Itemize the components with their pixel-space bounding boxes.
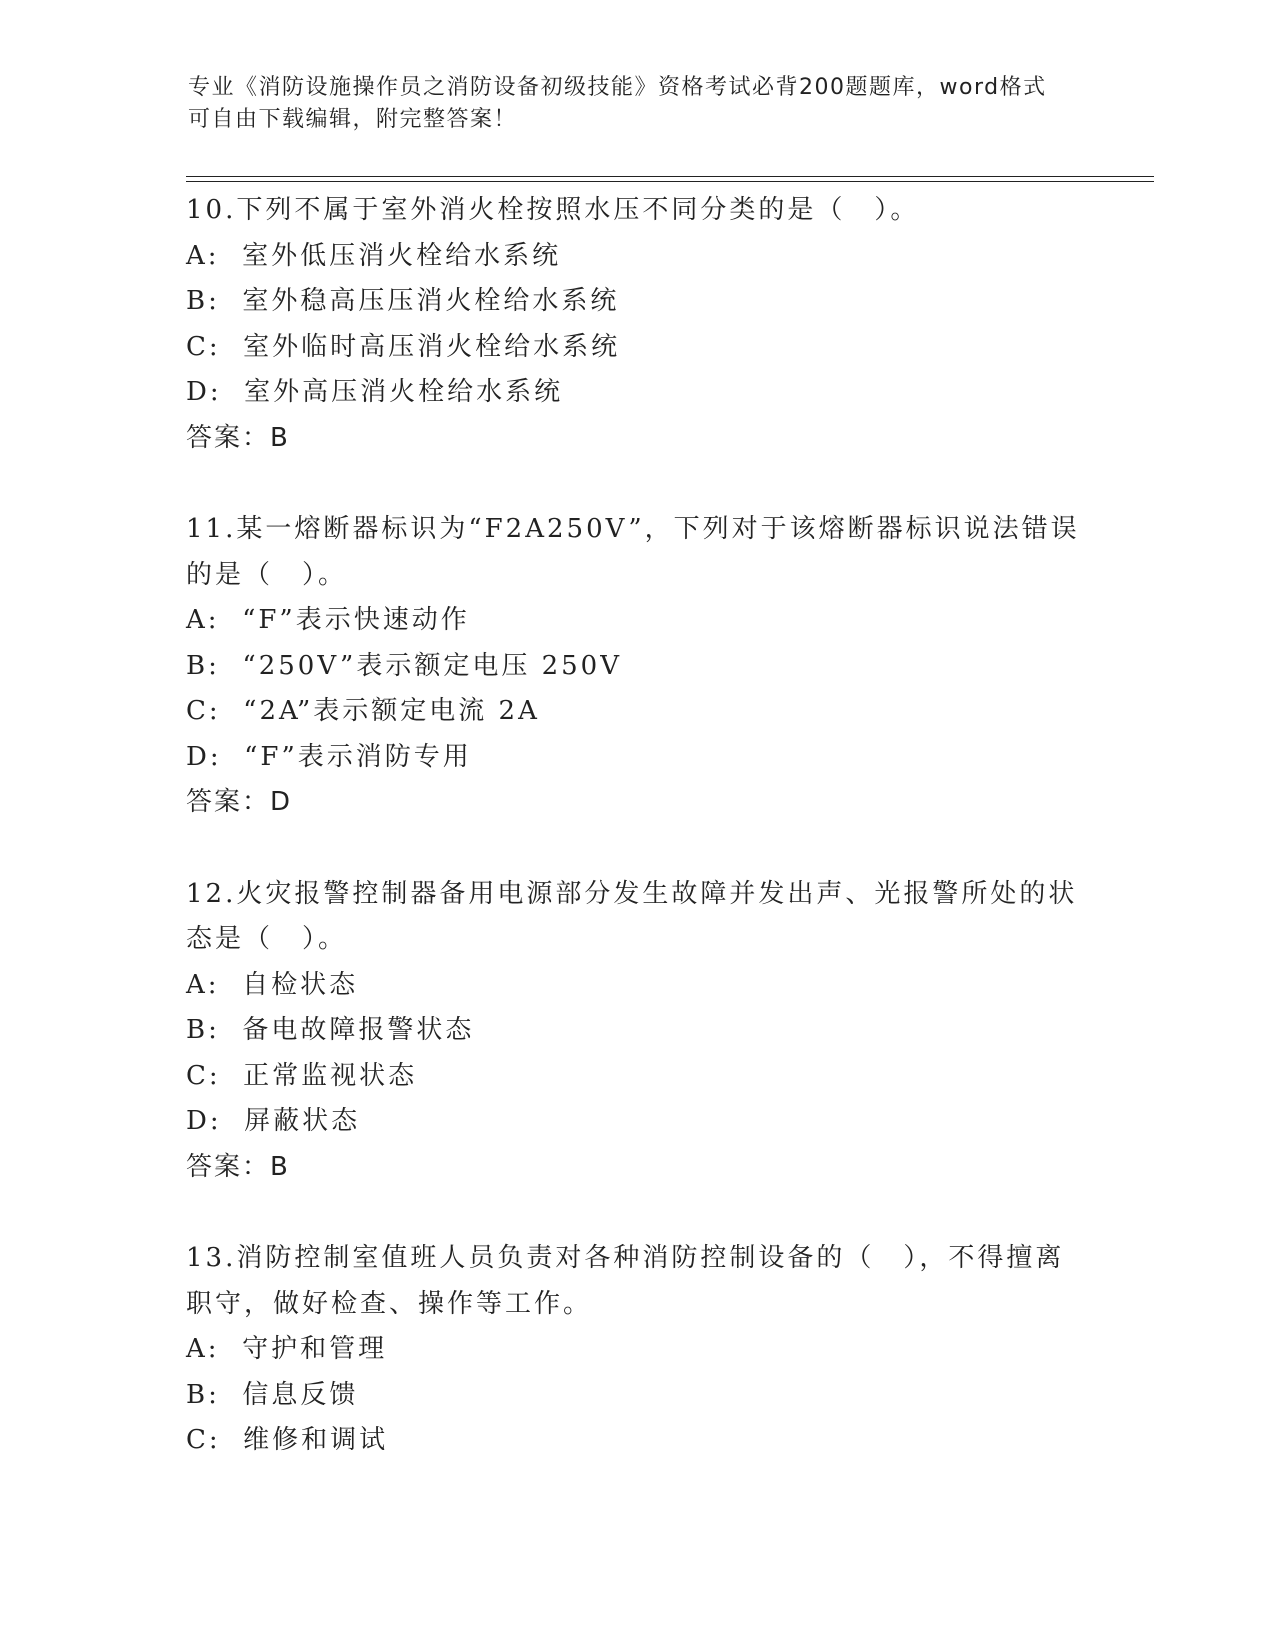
question-12 (186, 872, 1086, 1191)
question-10 (186, 188, 1086, 461)
option-b: B: “250V”表示额定电压 250V (186, 650, 623, 681)
option-d: D: “F”表示消防专用 (186, 741, 472, 772)
question-stem: 12.火灾报警控制器备用电源部分发生故障并发出声、光报警所处的状 (186, 878, 1078, 909)
answer-line: 答案：B (186, 422, 290, 453)
option-b: B: 备电故障报警状态 (186, 1015, 475, 1045)
option-d: D: 屏蔽状态 (186, 1106, 361, 1136)
header-divider-top (186, 176, 1154, 177)
question-stem-continued: 职守，做好检查、操作等工作。 (186, 1288, 593, 1319)
question-stem: 11.某一熔断器标识为“F2A250V”，下列对于该熔断器标识说法错误 (186, 514, 1080, 544)
document-header: 专业《消防设施操作员之消防设备初级技能》资格考试必背200题题库，word格式可自由下载编辑，附完整答案！ (188, 75, 1047, 132)
option-b: B: 信息反馈 (186, 1379, 359, 1410)
question-stem: 10.下列不属于室外消火栓按照水压不同分类的是（ ）。 (186, 195, 920, 225)
option-d: D: 室外高压消火栓给水系统 (186, 377, 564, 407)
answer-line: 答案：B (186, 1151, 290, 1182)
option-c: C: 室外临时高压消火栓给水系统 (186, 331, 621, 362)
option-a: A: “F”表示快速动作 (186, 605, 470, 635)
option-a: A: 室外低压消火栓给水系统 (186, 240, 562, 271)
question-11 (186, 507, 1086, 826)
option-b: B: 室外稳高压压消火栓给水系统 (186, 286, 620, 316)
answer-line: 答案：D (186, 787, 293, 817)
header-divider-bottom (186, 181, 1154, 182)
option-c: C: 正常监视状态 (186, 1060, 418, 1091)
question-stem-continued: 态是（ ）。 (186, 924, 348, 954)
question-stem: 13.消防控制室值班人员负责对各种消防控制设备的（ ），不得擅离 (186, 1243, 1065, 1273)
option-a: A: 守护和管理 (186, 1334, 388, 1364)
question-stem-continued: 的是（ ）。 (186, 559, 348, 590)
option-c: C: 维修和调试 (186, 1425, 389, 1455)
question-13 (186, 1236, 1086, 1464)
option-a: A: 自检状态 (186, 969, 359, 1000)
option-c: C: “2A”表示额定电流 2A (186, 696, 540, 726)
question-list (186, 188, 1086, 1510)
